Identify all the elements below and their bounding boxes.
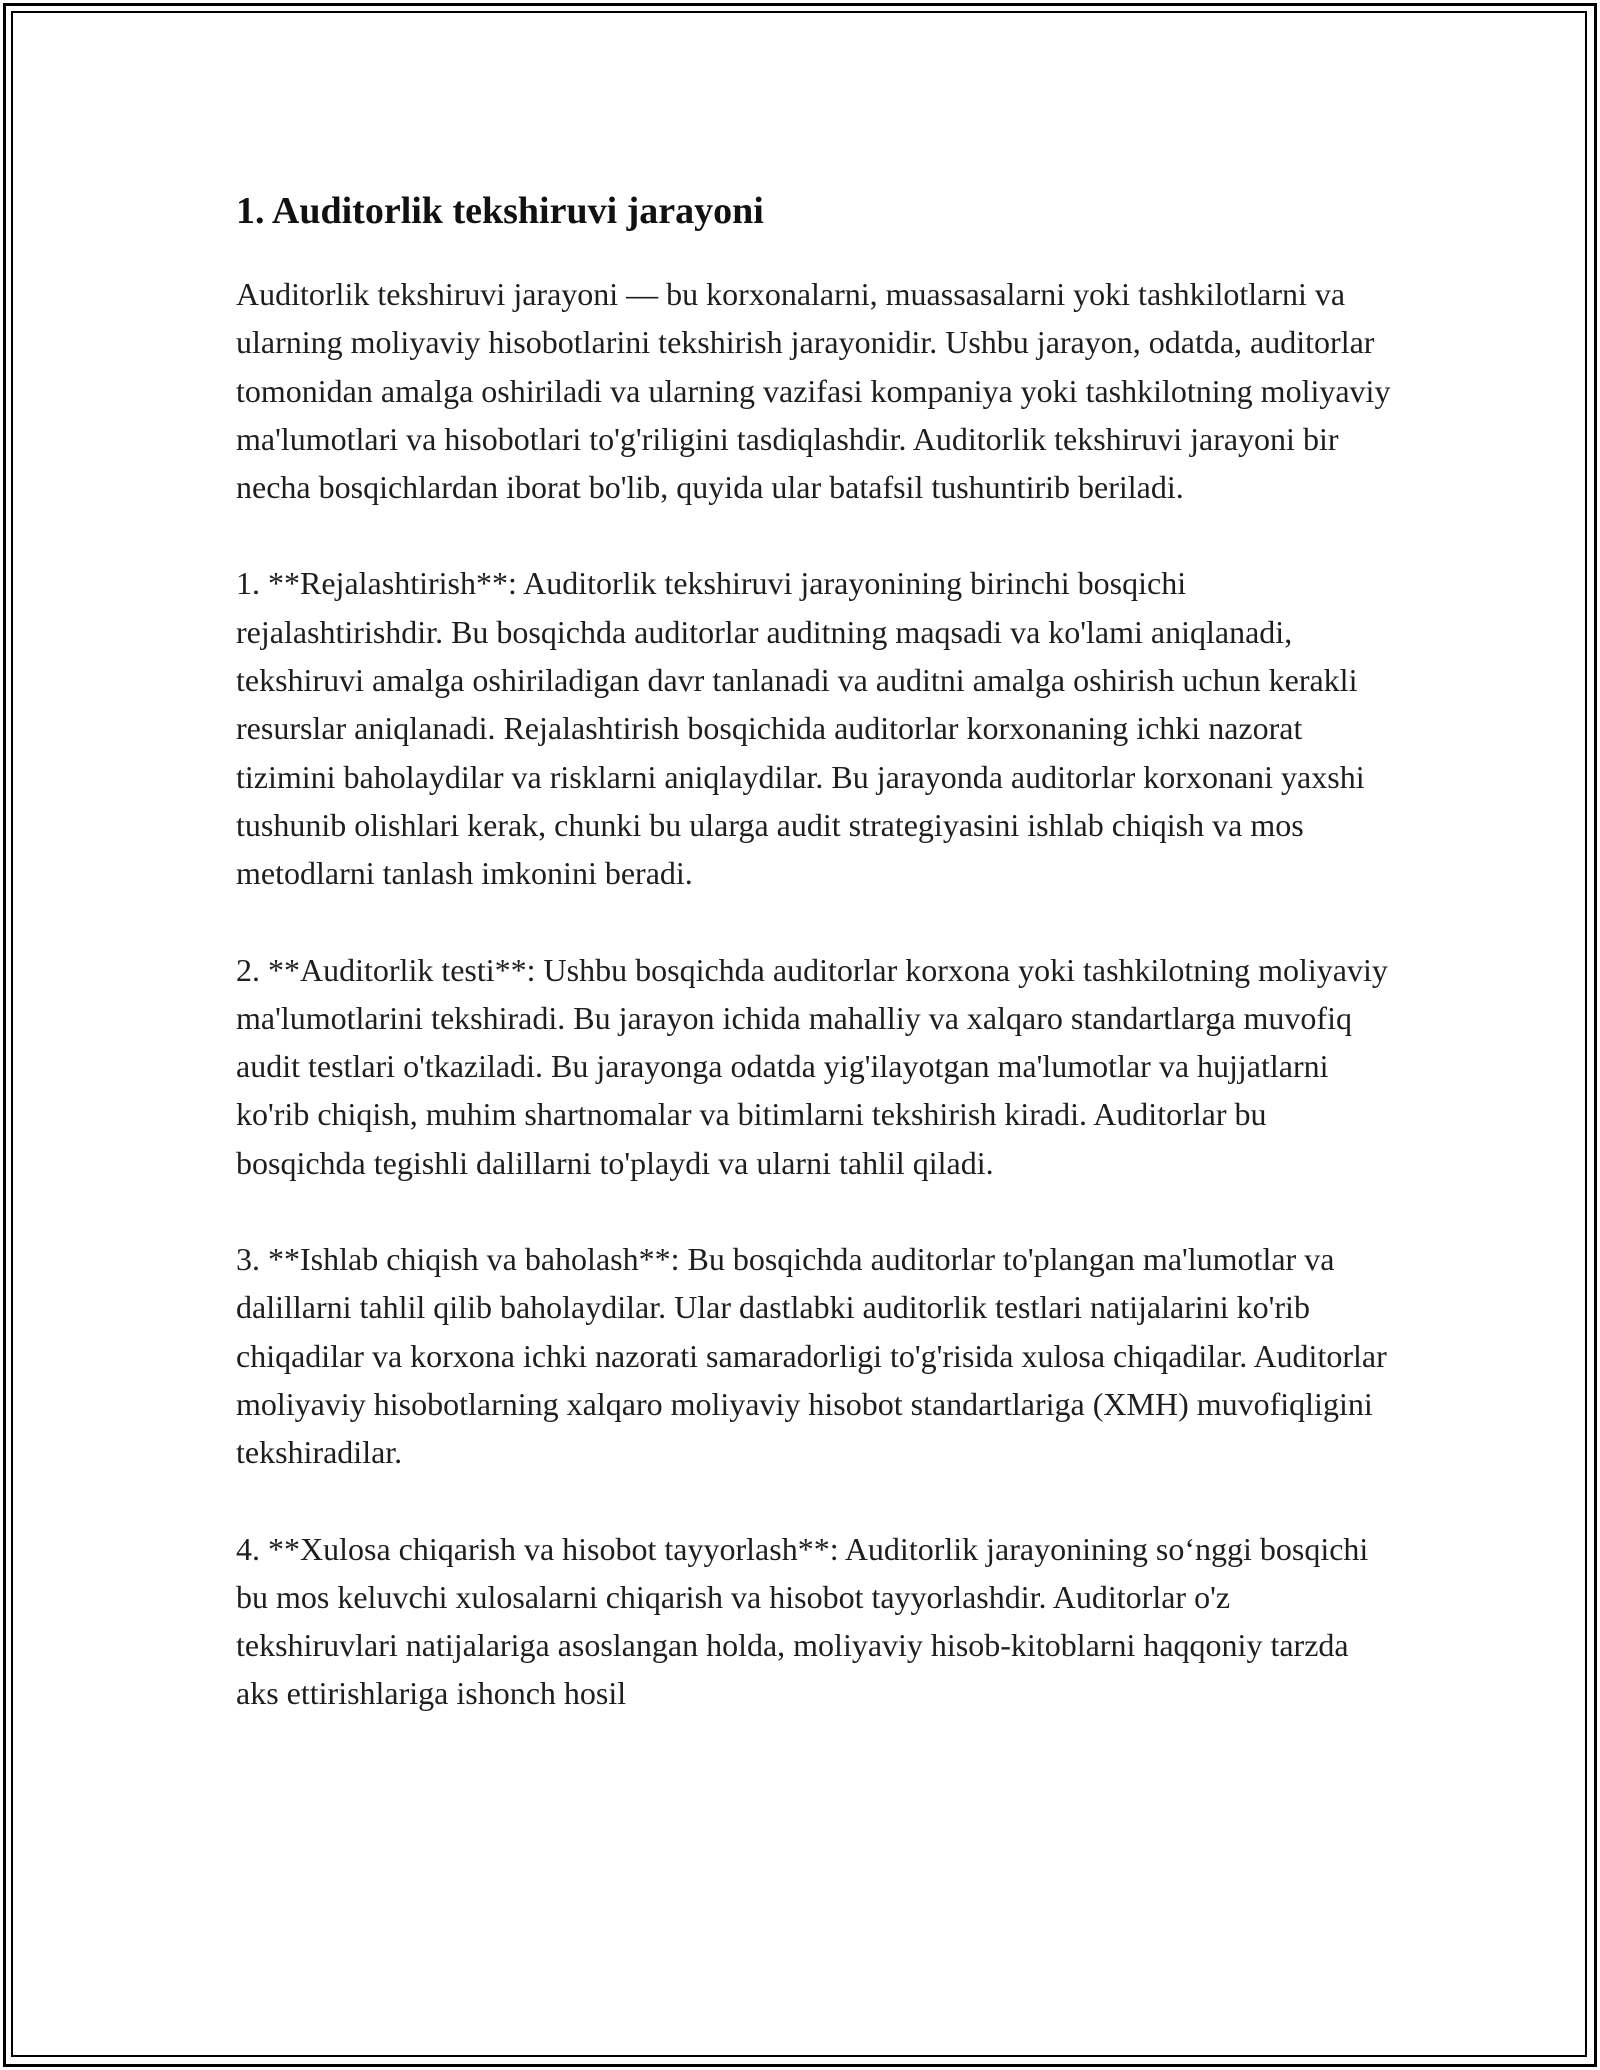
page-title: 1. Auditorlik tekshiruvi jarayoni — [236, 190, 764, 232]
document-body — [236, 186, 1396, 1718]
step-3-paragraph: 3. **Ishlab chiqish va baholash**: Bu bosqichda auditorlar to'plangan ma'lumotlar va dalillarni tahlil qilib baholaydilar. Ular dastlabki auditorlik testlari natijalarini ko'rib chiqadilar va korxona ichki nazorati samaradorligi to'g'risida xulosa chiqadilar. Auditorlar moliyaviy hisobotlarning xalqaro moliyaviy hisobot standartlariga (XMH) muvofiqligini tekshiradilar. — [236, 1241, 1387, 1471]
step-1-paragraph: 1. **Rejalashtirish**: Auditorlik tekshiruvi jarayonining birinchi bosqichi rejalashtirishdir. Bu bosqichda auditorlar auditning maqsadi va ko'lami aniqlanadi, tekshiruvi amalga oshiriladigan davr tanlanadi va auditni amalga oshirish uchun kerakli resurslar aniqlanadi. Rejalashtirish bosqichida auditorlar korxonaning ichki nazorat tizimini baholaydilar va risklarni aniqlaydilar. Bu jarayonda auditorlar korxonani yaxshi tushunib olishlari kerak, chunki bu ularga audit strategiyasini ishlab chiqish va mos metodlarni tanlash imkonini beradi. — [236, 565, 1365, 892]
intro-paragraph: Auditorlik tekshiruvi jarayoni — bu korxonalarni, muassasalarni yoki tashkilotlarni va ularning moliyaviy hisobotlarini tekshirish jarayonidir. Ushbu jarayon, odatda, auditorlar tomonidan amalga oshiriladi va ularning vazifasi kompaniya yoki tashkilotning moliyaviy ma'lumotlari va hisobotlari to'g'riligini tasdiqlashdir. Auditorlik tekshiruvi jarayoni bir necha bosqichlardan iborat bo'lib, quyida ular batafsil tushuntirib beriladi. — [236, 276, 1391, 506]
step-4-paragraph: 4. **Xulosa chiqarish va hisobot tayyorlash**: Auditorlik jarayonining so‘nggi bosqichi bu mos keluvchi xulosalarni chiqarish va hisobot tayyorlashdir. Auditorlar o'z tekshiruvlari natijalariga asoslangan holda, moliyaviy hisob-kitoblarni haqqoniy tarzda aks ettirishlariga ishonch hosil — [236, 1530, 1369, 1712]
step-2-paragraph: 2. **Auditorlik testi**: Ushbu bosqichda auditorlar korxona yoki tashkilotning moliyaviy ma'lumotlarini tekshiradi. Bu jarayon ichida mahalliy va xalqaro standartlarga muvofiq audit testlari o'tkaziladi. Bu jarayonga odatda yig'ilayotgan ma'lumotlar va hujjatlarni ko'rib chiqish, muhim shartnomalar va bitimlarni tekshirish kiradi. Auditorlar bu bosqichda tegishli dalillarni to'playdi va ularni tahlil qiladi. — [236, 951, 1388, 1181]
